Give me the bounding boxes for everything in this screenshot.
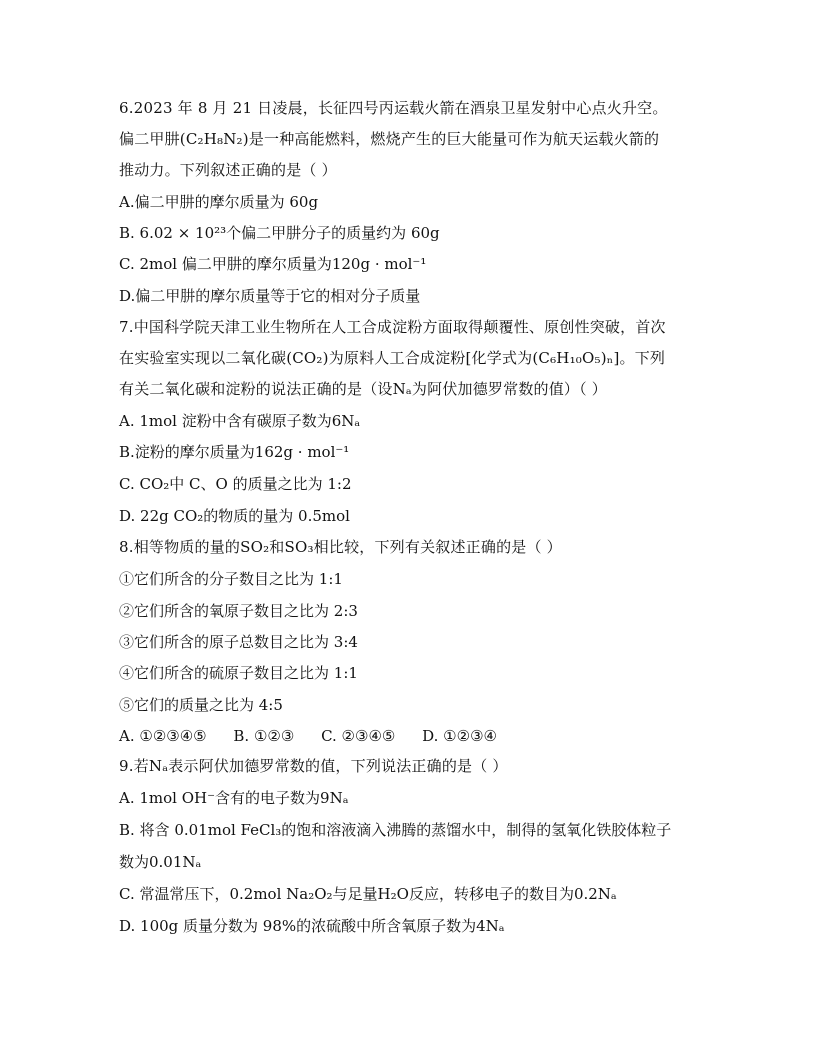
q8-statement-4: ④它们所含的硫原子数目之比为 1:1 <box>119 664 358 682</box>
q9-option-b: B. 将含 0.01mol FeCl₃的饱和溶液滴入沸腾的蒸馏水中，制得的氢氧化铁胶体粒子 <box>119 821 672 839</box>
q8-option-d: D. ①②③④ <box>422 727 497 745</box>
q8-stem-line-1: 8.相等物质的量的SO₂和SO₃相比较，下列有关叙述正确的是（ ） <box>119 538 562 556</box>
q9-option-c: C. 常温常压下，0.2mol Na₂O₂与足量H₂O反应，转移电子的数目为0.2Nₐ <box>119 885 617 903</box>
q6-stem-line-3: 推动力。下列叙述正确的是（ ） <box>119 161 337 179</box>
q6-stem-line-1: 6.2023 年 8 月 21 日凌晨，长征四号丙运载火箭在酒泉卫星发射中心点火升空。 <box>119 99 668 117</box>
q8-option-a: A. ①②③④⑤ <box>119 727 207 745</box>
q9-option-a: A. 1mol OH⁻含有的电子数为9Nₐ <box>119 789 349 807</box>
q6-option-b: B. 6.02 × 10²³个偏二甲肼分子的质量约为 60g <box>119 224 440 242</box>
q7-option-b: B.淀粉的摩尔质量为162g · mol⁻¹ <box>119 443 350 461</box>
q7-stem-line-3: 有关二氧化碳和淀粉的说法正确的是（设Nₐ为阿伏加德罗常数的值）（ ） <box>119 380 607 398</box>
q8-statement-5: ⑤它们的质量之比为 4:5 <box>119 696 283 714</box>
q7-stem-line-2: 在实验室实现以二氧化碳(CO₂)为原料人工合成淀粉[化学式为(C₆H₁₀O₅)ₙ]。下列 <box>119 349 666 367</box>
q9-option-d: D. 100g 质量分数为 98%的浓硫酸中所含氧原子数为4Nₐ <box>119 917 505 935</box>
q8-options-row <box>119 726 519 746</box>
q6-option-c: C. 2mol 偏二甲肼的摩尔质量为120g · mol⁻¹ <box>119 255 427 273</box>
q9-option-b-cont: 数为0.01Nₐ <box>119 853 202 871</box>
q8-statement-3: ③它们所含的原子总数目之比为 3:4 <box>119 633 358 651</box>
q7-option-d: D. 22g CO₂的物质的量为 0.5mol <box>119 507 350 525</box>
q6-stem-line-2: 偏二甲肼(C₂H₈N₂)是一种高能燃料，燃烧产生的巨大能量可作为航天运载火箭的 <box>119 130 660 148</box>
q7-stem-line-1: 7.中国科学院天津工业生物所在人工合成淀粉方面取得颠覆性、原创性突破，首次 <box>119 318 666 336</box>
q7-option-a: A. 1mol 淀粉中含有碳原子数为6Nₐ <box>119 412 361 430</box>
q8-statement-1: ①它们所含的分子数目之比为 1:1 <box>119 570 343 588</box>
q7-option-c: C. CO₂中 C、O 的质量之比为 1:2 <box>119 475 352 493</box>
q6-option-d: D.偏二甲肼的摩尔质量等于它的相对分子质量 <box>119 287 421 305</box>
q9-stem-line-1: 9.若Nₐ表示阿伏加德罗常数的值，下列说法正确的是（ ） <box>119 757 508 775</box>
q8-statement-2: ②它们所含的氧原子数目之比为 2:3 <box>119 602 358 620</box>
q6-option-a: A.偏二甲肼的摩尔质量为 60g <box>119 193 319 211</box>
q8-option-b: B. ①②③ <box>233 727 295 745</box>
q8-option-c: C. ②③④⑤ <box>321 727 396 745</box>
